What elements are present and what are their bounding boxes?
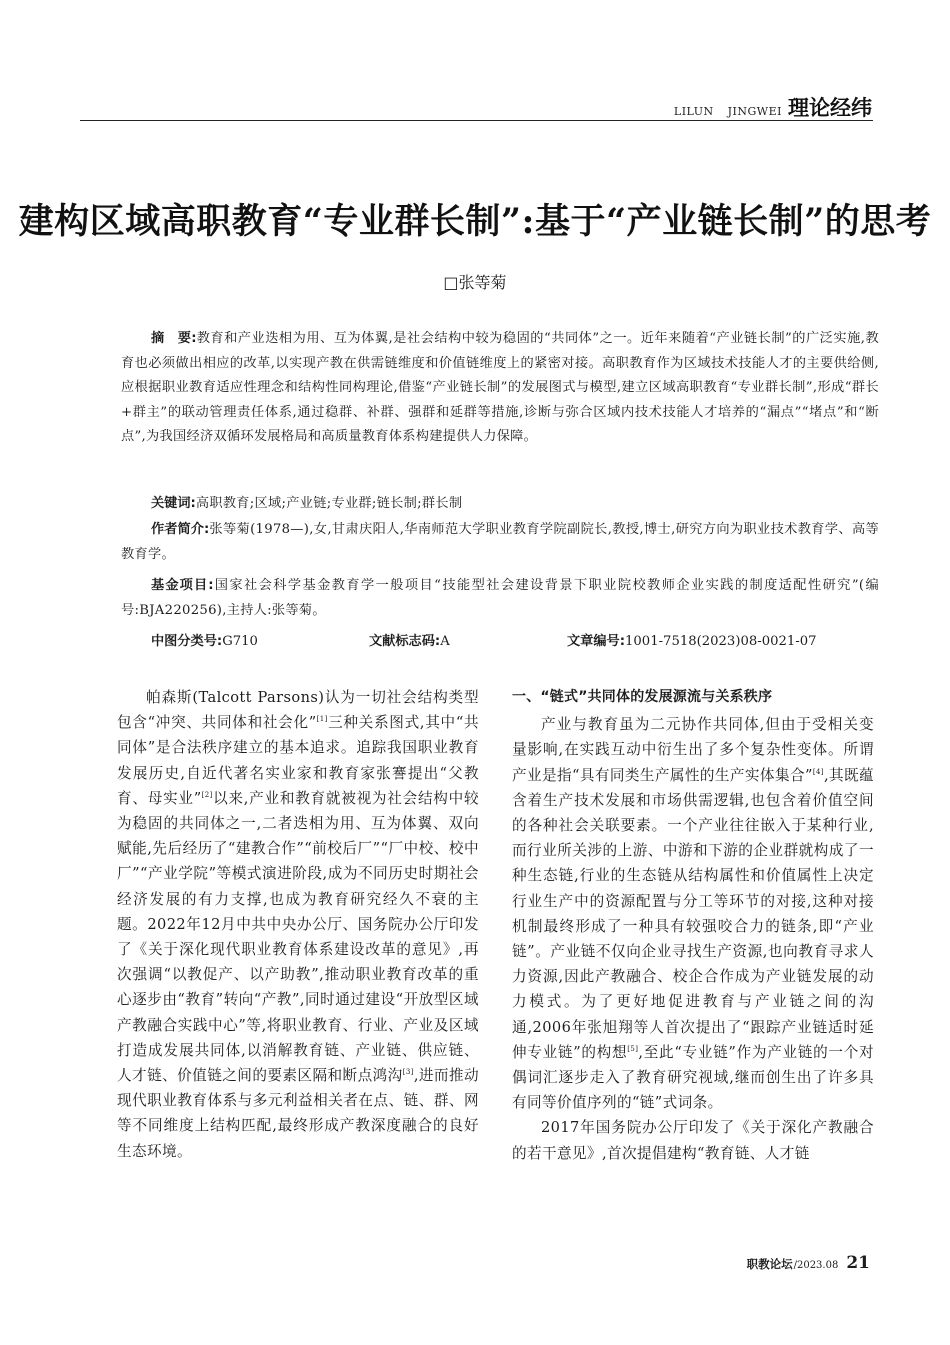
author-name: 张等菊 [458, 273, 507, 292]
article-number-value: 1001-7518(2023)08-0021-07 [625, 634, 817, 649]
text-run: 三种关系图式,其中“共同体”是合法秩序建立的基本追求。追踪我国职业教育发展历史,自近代著名实业家和教育家张謇提出“父教育、母实业” [117, 714, 479, 807]
text-run: 产业与教育虽为二元协作共同体,但由于受相关变量影响,在实践互动中衍生出了多个复杂性变体。所谓产业是指“具有同类生产属性的生产实体集合” [512, 716, 874, 784]
author-bio-text: 张等菊(1978—),女,甘肃庆阳人,华南师范大学职业教育学院副院长,教授,博士,研究方向为职业技术教育学、高等教育学。 [121, 522, 879, 562]
page-number: 21 [846, 1253, 870, 1273]
author-box-mark: □ [443, 273, 459, 292]
keywords-label: 关键词: [151, 496, 196, 511]
keywords-text: 高职教育;区域;产业链;专业群;链长制;群长制 [195, 496, 463, 511]
footer-journal: 职教论坛 [746, 1257, 793, 1271]
page-footer [747, 1253, 870, 1273]
doc-code [369, 630, 450, 655]
author-bio [121, 518, 879, 567]
header-pinyin-jingwei: JINGWEI [727, 105, 782, 118]
body-column-left [117, 685, 479, 1164]
text-run: ,进而推动现代职业教育体系与多元利益相关者在点、链、群、网等不同维度上结构匹配,最终形成产教深度融合的良好生态环境。 [117, 1067, 479, 1160]
doc-code-value: A [440, 634, 450, 649]
body-column-right [512, 685, 874, 1166]
citation-ref-2: [2] [201, 790, 213, 799]
footer-issue: /2023.08 [793, 1260, 839, 1271]
header-pinyin-lilun: LILUN [673, 105, 714, 118]
doc-code-label: 文献标志码: [369, 634, 441, 649]
article-number [567, 630, 817, 655]
author-line [0, 270, 950, 293]
citation-ref-5: [5] [627, 1044, 639, 1053]
article-title: 建构区域高职教育“专业群长制”:基于“产业链长制”的思考 [18, 201, 932, 242]
body-paragraph [117, 685, 479, 1164]
running-header [660, 92, 872, 122]
citation-ref-4: [4] [812, 767, 824, 776]
text-run: ,其既蕴含着生产技术发展和市场供需逻辑,也包含着价值空间的各种社会关联要素。一个产业往往嵌入于某种行业,而行业所关涉的上游、中游和下游的企业群就构成了一种生态链,行业的生态链从结构属性和价值属性上决定行业生产中的资源配置与分工等环节的对接,这种对接机制最终形成了一种具有较强咬合力的链条,即“产业链”。产业链不仅向企业寻找生产资源,也向教育寻求人力资源,因此产教融合、校企合作成为产业链发展的动力模式。为了更好地促进教育与产业链之间的沟通,2006年张旭翔等人首次提出了“跟踪产业链适时延伸专业链”的构想 [512, 766, 874, 1061]
clc-value: G710 [222, 634, 258, 649]
text-run: 帕森斯(Talcott Parsons)认为一切社会结构类型包含“冲突、共同体和社会化” [117, 689, 479, 732]
clc [151, 630, 258, 655]
abstract-text: 教育和产业迭相为用、互为体翼,是社会结构中较为稳固的“共同体”之一。近年来随着“产业链长制”的广泛实施,教育也必须做出相应的改革,以实现产教在供需链维度和价值链维度上的紧密对接。高职教育作为区域技术技能人才的主要供给侧,应根据职业教育适应性理念和结构性同构理论,借鉴“产业链长制”的发展图式与模型,建立区域高职教育“专业群长制”,形成“群长+群主”的联动管理责任体系,通过稳群、补群、强群和延群等措施,诊断与弥合区域内技术技能人才培养的“漏点”“堵点”和“断点”,为我国经济双循环发展格局和高质量教育体系构建提供人力保障。 [121, 331, 879, 444]
abstract [121, 327, 879, 450]
article-number-label: 文章编号: [567, 634, 626, 649]
abstract-label: 摘 要: [151, 331, 197, 346]
author-bio-label: 作者简介: [151, 522, 210, 537]
body-paragraph [512, 712, 874, 1115]
clc-label: 中图分类号: [151, 634, 223, 649]
fund [121, 574, 879, 623]
header-rule [80, 120, 873, 121]
fund-label: 基金项目: [151, 578, 214, 593]
section-heading: 一、“链式”共同体的发展源流与关系秩序 [512, 689, 773, 705]
text-run: ,至此“专业链”作为产业链的一个对偶词汇逐步走入了教育研究视域,继而创生出了许多具有同等价值序列的“链”式词条。 [512, 1043, 874, 1112]
text-run: 以来,产业和教育就被视为社会结构中较为稳固的共同体之一,二者迭相为用、互为体翼、双向赋能,先后经历了“建教合作”“前校后厂”“厂中校、校中厂”“产业学院”等模式演进阶段,成为不同历史时期社会经济发展的有力支撑,也成为教育研究经久不衰的主题。2022年12月中共中央办公厅、国务院办公厅印发了《关于深化现代职业教育体系建设改革的意见》,再次强调“以教促产、以产助教”,推动职业教育改革的重心逐步由“教育”转向“产教”,同时通过建设“开放型区域产教融合实践中心”等,将职业教育、行业、产业及区域打造成发展共同体,以消解教育链、产业链、供应链、人才链、价值链之间的要素区隔和断点鸿沟 [117, 789, 479, 1085]
citation-ref-1: [1] [316, 715, 328, 724]
body-paragraph: 2017年国务院办公厅印发了《关于深化产教融合的若干意见》,首次提倡建构“教育链、人才链 [512, 1119, 874, 1162]
header-column-title: 理论经纬 [788, 96, 872, 120]
citation-ref-3: [3] [402, 1068, 414, 1077]
keywords [121, 492, 879, 517]
fund-text: 国家社会科学基金教育学一般项目“技能型社会建设背景下职业院校教师企业实践的制度适配性研究”(编号:BJA220256),主持人:张等菊。 [121, 578, 879, 618]
